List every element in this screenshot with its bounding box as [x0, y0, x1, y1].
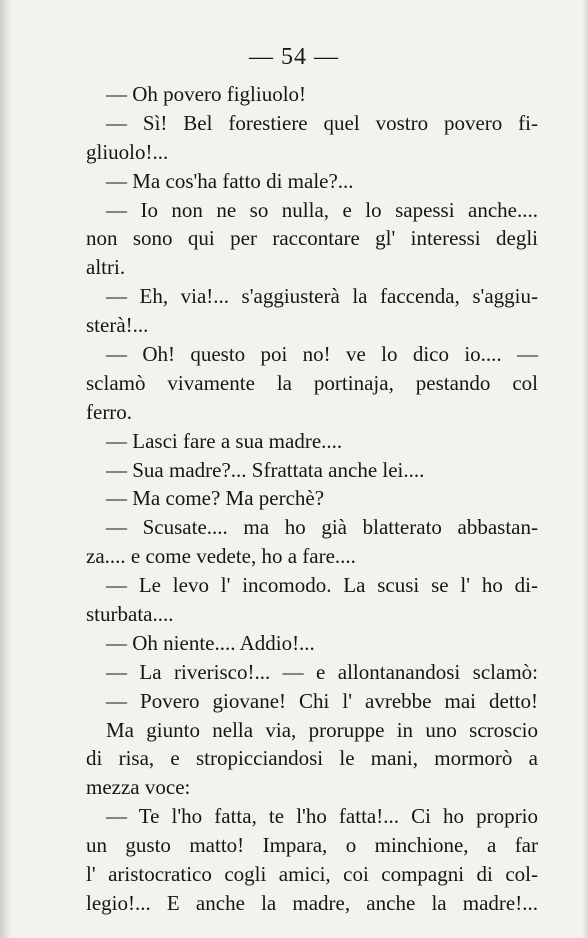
text-line: — Oh povero figliuolo!	[106, 82, 307, 106]
page-gutter-shadow	[0, 0, 10, 938]
text-line: sclamò vivamente la portinaja, pestando col	[86, 370, 538, 395]
text-line: — Scusate.... ma ho già blatterato abbastan-	[106, 515, 538, 540]
page-edge-shadow	[582, 0, 588, 938]
text-line: — Oh niente.... Addio!...	[106, 630, 315, 655]
text-line: — Lasci fare a sua madre....	[106, 428, 343, 453]
text-line: — Le levo l' incomodo. La scusi se l' ho di-	[106, 573, 538, 598]
text-line: — Ma come? Ma perchè?	[106, 486, 325, 511]
text-line: za.... e come vedete, ho a fare....	[86, 544, 356, 569]
text-line: — Eh, via!... s'aggiusterà la faccenda, s'aggiu-	[106, 284, 538, 309]
text-line: sterà!...	[86, 313, 149, 338]
text-line: altri.	[86, 255, 126, 280]
text-line: — Sì! Bel forestiere quel vostro povero fi-	[106, 110, 538, 135]
text-line: — La riverisco!... — e allontanandosi sclamò:	[106, 659, 538, 684]
text-line: sturbata....	[86, 602, 174, 627]
text-line: ferro.	[86, 399, 133, 424]
body-text	[86, 80, 538, 918]
text-line: l' aristocratico cogli amici, coi compagni di col-	[86, 862, 538, 887]
text-line: legio!... E anche la madre, anche la madre!...	[86, 890, 538, 915]
text-line: gliuolo!...	[86, 139, 169, 164]
text-line: — Sua madre?... Sfrattata anche lei....	[106, 457, 425, 482]
page-number: — 54 —	[249, 44, 339, 70]
text-line: un gusto matto! Impara, o minchione, a far	[86, 833, 538, 858]
text-line: non sono qui per raccontare gl' interessi degli	[86, 226, 538, 251]
text-line: di risa, e stropicciandosi le mani, mormorò a	[86, 746, 538, 771]
text-line: — Ma cos'ha fatto di male?...	[106, 168, 354, 193]
text-line: — Povero giovane! Chi l' avrebbe mai detto!	[106, 688, 538, 713]
text-line: — Te l'ho fatta, te l'ho fatta!... Ci ho proprio	[106, 804, 538, 829]
text-line: Ma giunto nella via, proruppe in uno scroscio	[106, 717, 538, 742]
text-line: — Io non ne so nulla, e lo sapessi anche....	[106, 197, 538, 222]
text-line: — Oh! questo poi no! ve lo dico io.... —	[106, 342, 538, 367]
text-line: mezza voce:	[86, 775, 191, 800]
